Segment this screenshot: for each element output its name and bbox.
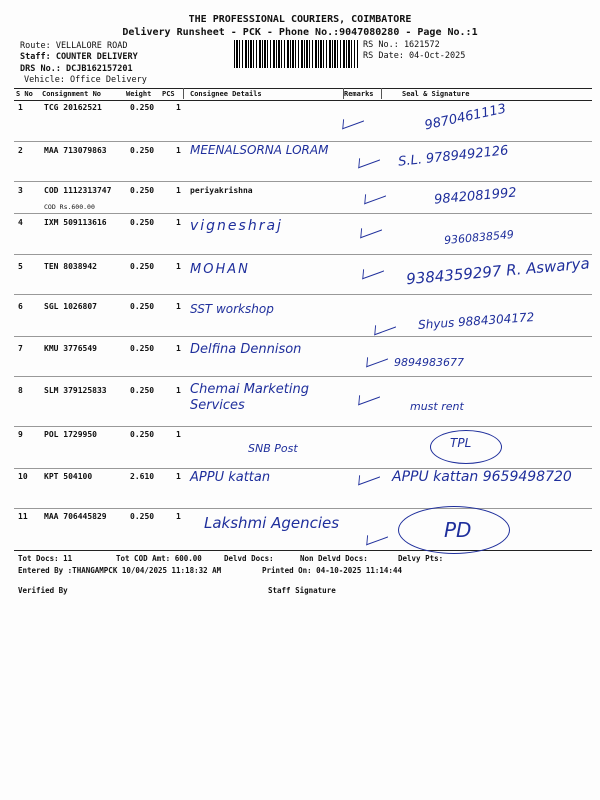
row-sno: 2 — [18, 146, 23, 155]
table-row — [14, 376, 592, 427]
col-divider — [381, 88, 382, 99]
row-consignee: APPU kattan — [190, 470, 271, 485]
row-pcs: 1 — [176, 218, 181, 227]
row-sno: 4 — [18, 218, 23, 227]
row-signature: 9360838549 — [443, 227, 515, 248]
table-row — [14, 141, 592, 182]
table-row — [14, 100, 592, 142]
col-seal: Seal & Signature — [402, 90, 470, 98]
row-pcs: 1 — [176, 512, 181, 521]
col-consignment: Consignment No — [42, 90, 102, 98]
cod-note: COD Rs.600.00 — [44, 203, 95, 211]
row-consignment: TCG 20162521 — [44, 103, 102, 112]
row-consignment: MAA 713079863 — [44, 146, 107, 155]
row-pcs: 1 — [176, 386, 181, 395]
total-docs: Tot Docs: 11 — [18, 554, 73, 563]
row-consignee: vigneshraj — [190, 218, 283, 234]
row-sno: 7 — [18, 344, 23, 353]
row-pcs: 1 — [176, 430, 181, 439]
row-sno: 5 — [18, 262, 23, 271]
table-row — [14, 213, 592, 255]
table-row — [14, 508, 592, 551]
row-weight: 0.250 — [130, 430, 155, 439]
route-label: Route: VELLALORE ROAD — [20, 41, 128, 51]
row-consignment: TEN 8038942 — [44, 262, 97, 271]
delivered-check-icon — [364, 187, 386, 205]
total-cod-amount: Tot COD Amt: 600.00 — [116, 554, 202, 563]
table-row — [14, 426, 592, 469]
delivered-check-icon — [366, 350, 388, 368]
row-weight: 0.250 — [130, 103, 155, 112]
row-consignment: COD 1112313747 — [44, 186, 112, 195]
row-pcs: 1 — [176, 344, 181, 353]
delivered-check-icon — [358, 468, 380, 486]
col-consignee: Consignee Details — [190, 90, 262, 98]
col-remarks: Remarks — [344, 90, 374, 98]
delivered-check-icon — [366, 528, 388, 546]
row-sno: 11 — [18, 512, 28, 521]
row-weight: 0.250 — [130, 262, 155, 271]
row-signature: 9894983677 — [394, 356, 464, 369]
barcode-image — [234, 40, 358, 68]
col-divider — [183, 88, 184, 99]
non-delivered-docs: Non Delvd Docs: — [300, 554, 368, 563]
table-row — [14, 336, 592, 377]
row-consignee: SST workshop — [190, 302, 274, 316]
table-row — [14, 294, 592, 337]
row-weight: 0.250 — [130, 344, 155, 353]
delivered-check-icon — [342, 112, 364, 130]
row-weight: 0.250 — [130, 146, 155, 155]
row-signature: 9870461113 — [423, 101, 508, 134]
drs-number: DRS No.: DCJB162157201 — [20, 64, 133, 74]
table-row — [14, 181, 592, 214]
row-sno: 9 — [18, 430, 23, 439]
col-sno: S No — [16, 90, 33, 98]
row-consignee: Delfina Dennison — [190, 342, 302, 357]
row-consignee: MOHAN — [190, 262, 250, 277]
row-weight: 0.250 — [130, 302, 155, 311]
delivered-check-icon — [374, 318, 396, 336]
delivered-check-icon — [358, 151, 380, 169]
row-sno: 3 — [18, 186, 23, 195]
row-signature: 9384359297 R. Aswarya — [405, 254, 591, 289]
row-consignment: MAA 706445829 — [44, 512, 107, 521]
row-consignment: KMU 3776549 — [44, 344, 97, 353]
row-consignee: MEENALSORNA LORAM — [190, 143, 329, 157]
row-weight: 0.250 — [130, 218, 155, 227]
row-signature: PD — [444, 518, 472, 542]
row-pcs: 1 — [176, 472, 181, 481]
verified-by-label: Verified By — [18, 586, 68, 595]
row-pcs: 1 — [176, 103, 181, 112]
staff-signature-label: Staff Signature — [268, 586, 336, 595]
row-signature: Shyus 9884304172 — [417, 309, 535, 333]
col-divider — [343, 88, 344, 99]
printed-on: Printed On: 04-10-2025 11:14:44 — [262, 566, 402, 575]
vehicle-label: Vehicle: Office Delivery — [24, 75, 147, 85]
row-weight: 0.250 — [130, 386, 155, 395]
row-pcs: 1 — [176, 146, 181, 155]
col-weight: Weight — [126, 90, 152, 98]
row-signature: 9842081992 — [433, 185, 518, 208]
row-consignee: Lakshmi Agencies — [204, 514, 340, 532]
table-row — [14, 468, 592, 509]
row-pcs: 1 — [176, 262, 181, 271]
delivered-docs: Delvd Docs: — [224, 554, 274, 563]
rs-date: RS Date: 04-Oct-2025 — [363, 51, 466, 61]
staff-label: Staff: COUNTER DELIVERY — [20, 52, 138, 62]
delivery-points: Delvy Pts: — [398, 554, 444, 563]
row-consignee: SNB Post — [248, 442, 298, 455]
row-sno: 1 — [18, 103, 23, 112]
delivered-check-icon — [358, 388, 380, 406]
entered-by: Entered By :THANGAMPCK 10/04/2025 11:18:32 AM — [18, 566, 222, 575]
row-signature: must rent — [410, 400, 464, 413]
runsheet-subtitle: Delivery Runsheet - PCK - Phone No.:9047080280 - Page No.:1 — [122, 27, 478, 38]
rs-number: RS No.: 1621572 — [363, 40, 440, 50]
company-title: THE PROFESSIONAL COURIERS, COIMBATORE — [188, 14, 412, 25]
row-weight: 2.610 — [130, 472, 155, 481]
col-pcs: PCS — [162, 90, 175, 98]
row-signature: APPU kattan 9659498720 — [392, 469, 572, 485]
row-signature: TPL — [450, 436, 472, 450]
row-sno: 10 — [18, 472, 28, 481]
row-consignment: SLM 379125833 — [44, 386, 107, 395]
delivered-check-icon — [360, 221, 382, 239]
row-consignment: IXM 509113616 — [44, 218, 107, 227]
row-consignment: KPT 504100 — [44, 472, 93, 481]
row-pcs: 1 — [176, 186, 181, 195]
row-consignee: periyakrishna — [190, 186, 253, 195]
row-signature: S.L. 9789492126 — [397, 143, 510, 170]
row-pcs: 1 — [176, 302, 181, 311]
row-consignment: SGL 1026807 — [44, 302, 97, 311]
row-weight: 0.250 — [130, 186, 155, 195]
row-sno: 6 — [18, 302, 23, 311]
delivered-check-icon — [362, 262, 384, 280]
row-consignment: POL 1729950 — [44, 430, 97, 439]
row-sno: 8 — [18, 386, 23, 395]
row-weight: 0.250 — [130, 512, 155, 521]
table-row — [14, 254, 592, 295]
row-consignee: Chemai Marketing Services — [190, 382, 309, 413]
